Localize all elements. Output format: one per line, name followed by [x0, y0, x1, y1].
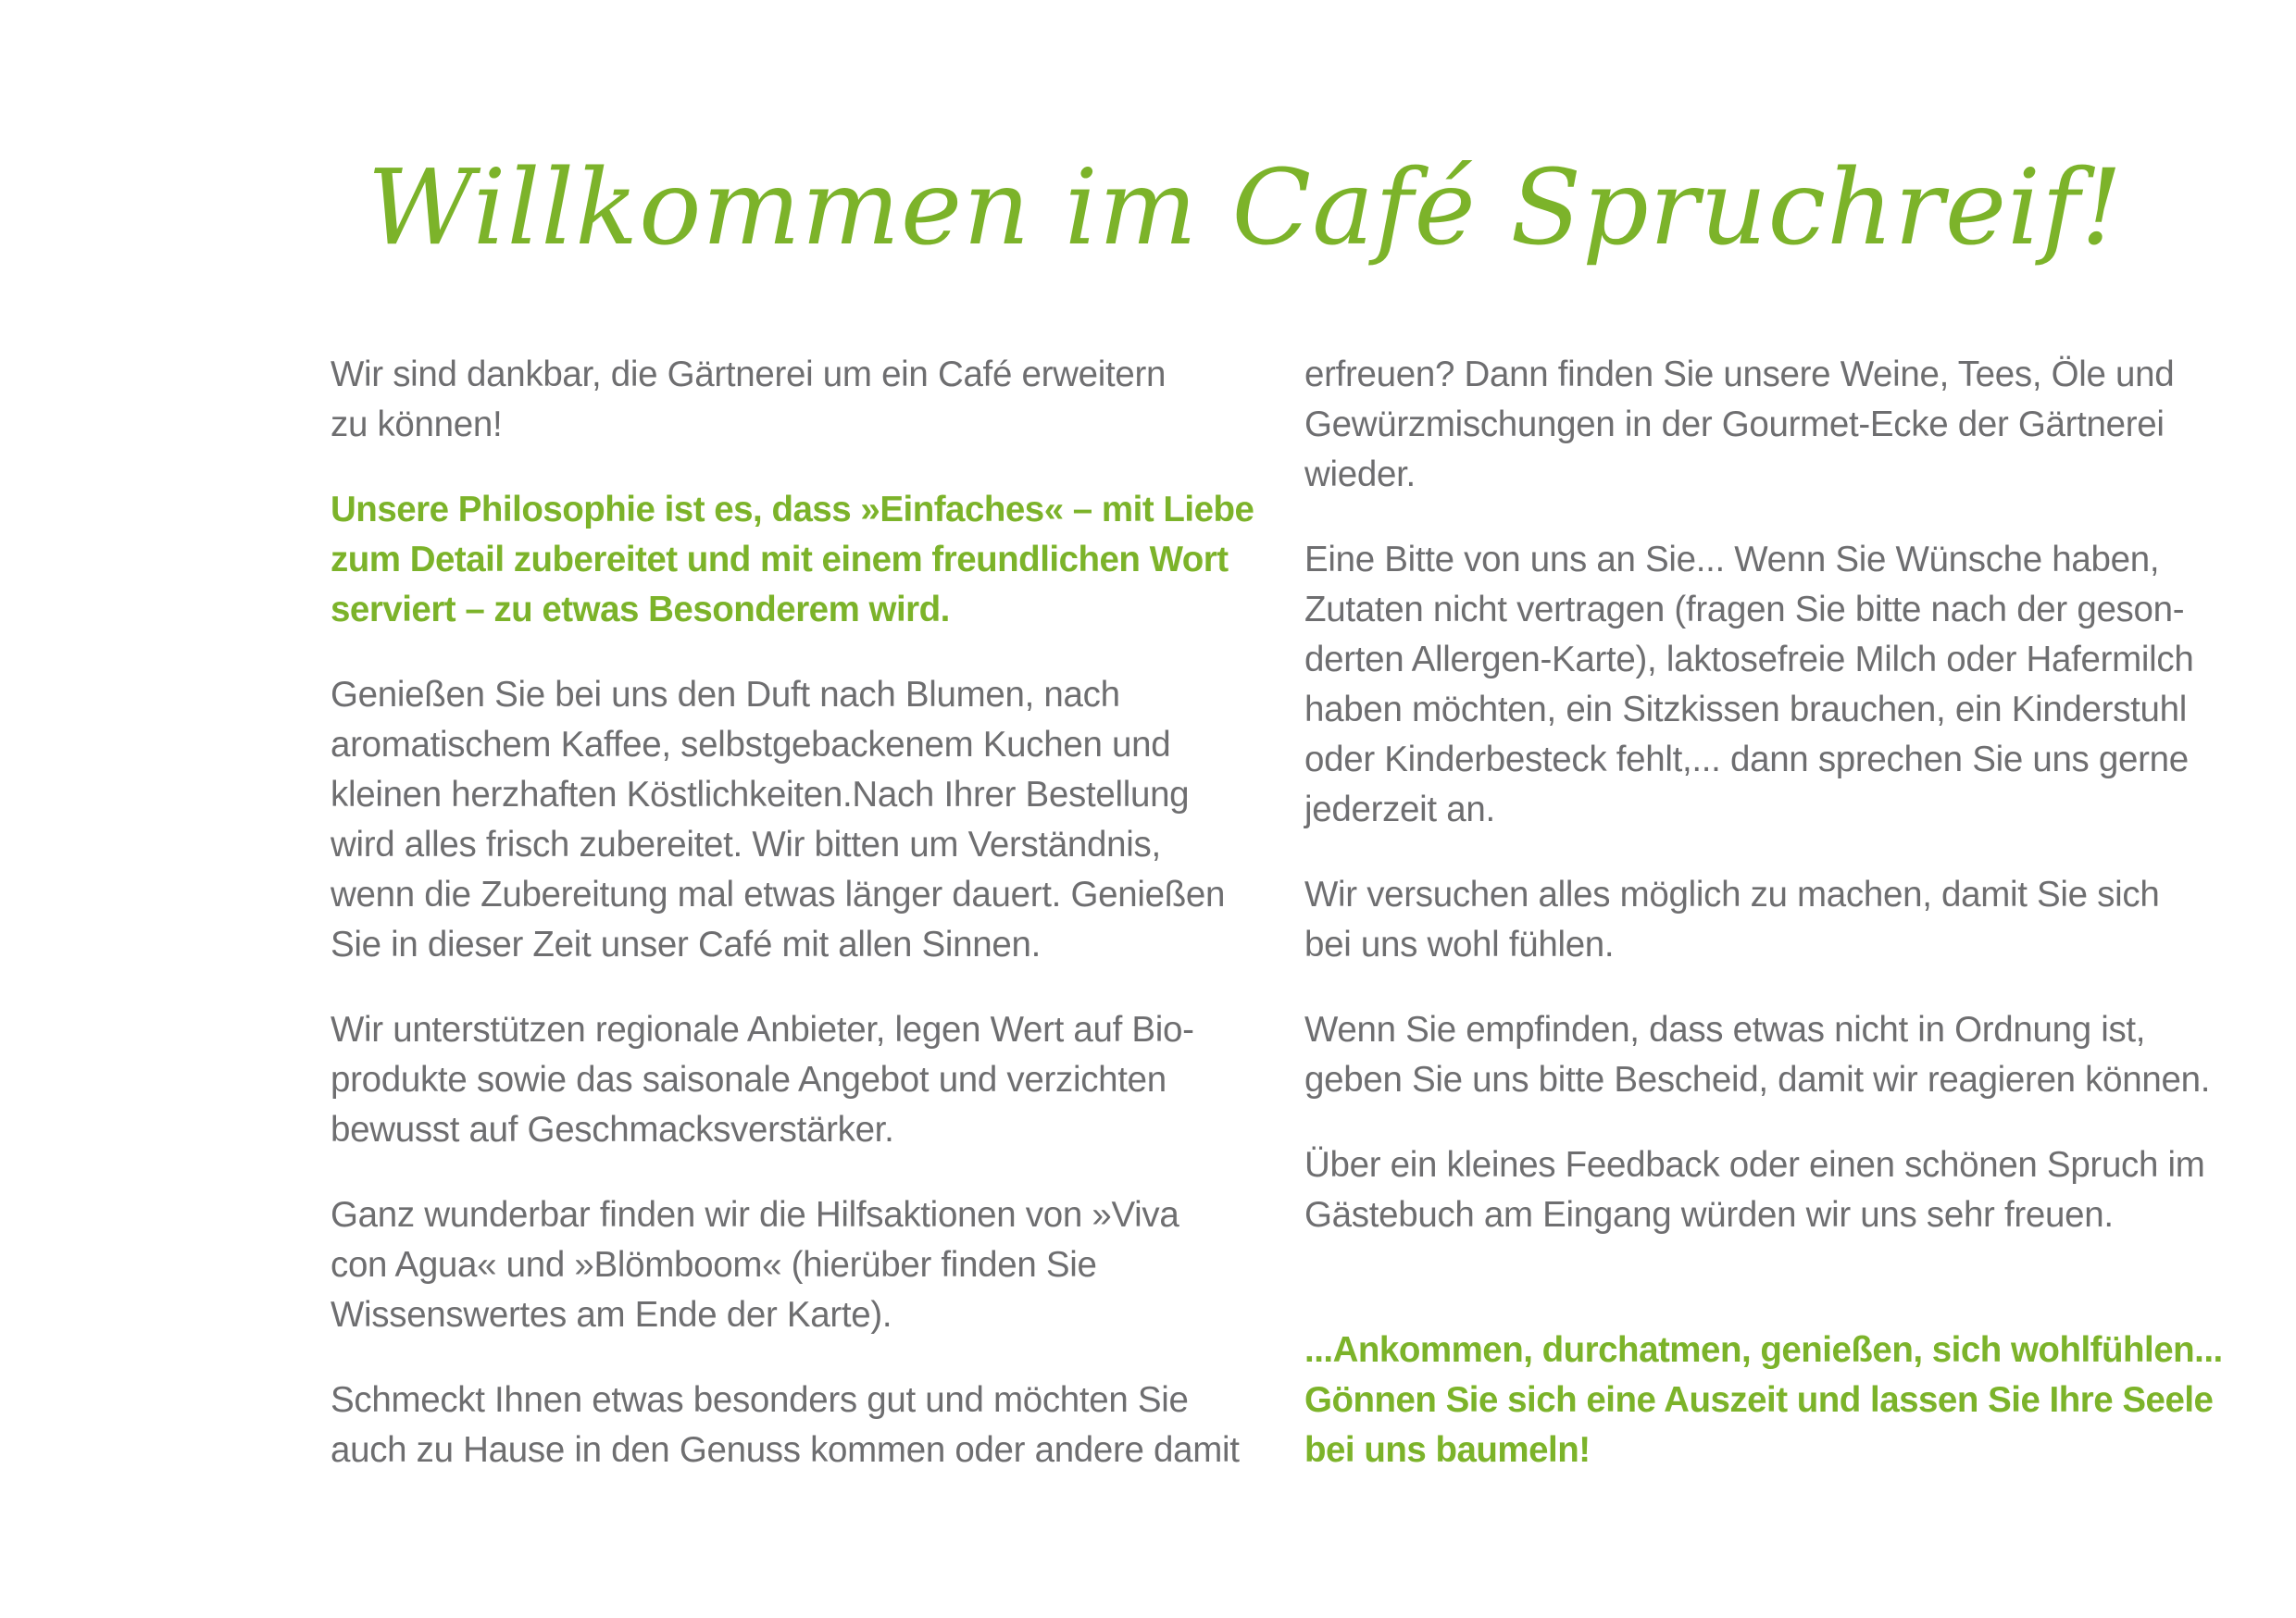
paragraph-line: Wir sind dankbar, die Gärtnerei um ein Café erweitern	[331, 355, 1167, 394]
paragraph-line: aromatischem Kaffee, selbstgebackenem Kuchen und	[331, 725, 1171, 765]
paragraph-line: oder Kinderbesteck fehlt,... dann sprechen Sie uns gerne	[1304, 740, 2189, 779]
paragraph	[1304, 1140, 2240, 1240]
paragraph-line: Gästebuch am Eingang würden wir uns sehr freuen.	[1304, 1195, 2114, 1235]
paragraph-line: Wir versuchen alles möglich zu machen, damit Sie sich	[1304, 875, 2160, 915]
paragraph-line: derten Allergen-Karte), laktosefreie Milch oder Hafermilch	[1304, 640, 2194, 679]
paragraph-line: auch zu Hause in den Genuss kommen oder andere damit	[331, 1430, 1240, 1470]
paragraph	[331, 1190, 1238, 1340]
paragraph-line: erfreuen? Dann finden Sie unsere Weine, Tees, Öle und	[1304, 355, 2175, 394]
paragraph-line: Wenn Sie empfinden, dass etwas nicht in Ordnung ist,	[1304, 1010, 2146, 1050]
paragraph-line: Genießen Sie bei uns den Duft nach Blumen, nach	[331, 675, 1120, 715]
highlight-paragraph	[331, 485, 1254, 635]
paragraph-line: zum Detail zubereitet und mit einem freundlichen Wort	[331, 540, 1229, 579]
paragraph-line: bei uns wohl fühlen.	[1304, 925, 1615, 965]
paragraph-line: wird alles frisch zubereitet. Wir bitten um Verständnis,	[331, 825, 1161, 865]
paragraph-line: wieder.	[1304, 454, 1416, 494]
paragraph-line: Wir unterstützen regionale Anbieter, legen Wert auf Bio-	[331, 1010, 1194, 1050]
paragraph-line: Eine Bitte von uns an Sie... Wenn Sie Wünsche haben,	[1304, 540, 2160, 579]
paragraph-line: haben möchten, ein Sitzkissen brauchen, ein Kinderstuhl	[1304, 690, 2188, 729]
paragraph-line: bewusst auf Geschmacksverstärker.	[331, 1110, 894, 1150]
paragraph	[1304, 870, 2240, 970]
paragraph	[331, 1375, 1238, 1475]
paragraph-line: kleinen herzhaften Köstlichkeiten.Nach Ihrer Bestellung	[331, 775, 1190, 815]
paragraph-line: Ganz wunderbar finden wir die Hilfsaktionen von »Viva	[331, 1195, 1179, 1235]
paragraph-line: ...Ankommen, durchatmen, genießen, sich wohlfühlen...	[1304, 1330, 2223, 1370]
right-column	[1304, 350, 2240, 1511]
paragraph-line: Gönnen Sie sich eine Auszeit und lassen Sie Ihre Seele	[1304, 1380, 2214, 1420]
highlight-paragraph	[1304, 1326, 2240, 1475]
paragraph-line: con Agua« und »Blömboom« (hierüber finden Sie	[331, 1245, 1097, 1285]
page-title: Willkommen im Café Spruchreif!	[367, 148, 2124, 268]
paragraph	[1304, 1005, 2240, 1105]
paragraph-line: serviert – zu etwas Besonderem wird.	[331, 590, 950, 629]
paragraph-line: zu können!	[331, 404, 503, 444]
paragraph-line: geben Sie uns bitte Bescheid, damit wir reagieren können.	[1304, 1060, 2211, 1100]
paragraph-line: Unsere Philosophie ist es, dass »Einfaches« – mit Liebe	[331, 490, 1254, 529]
paragraph-line: Schmeckt Ihnen etwas besonders gut und möchten Sie	[331, 1380, 1189, 1420]
paragraph-line: produkte sowie das saisonale Angebot und verzichten	[331, 1060, 1167, 1100]
left-column	[331, 350, 1254, 1511]
paragraph-line: Zutaten nicht vertragen (fragen Sie bitte nach der geson-	[1304, 590, 2185, 629]
paragraph-spacer	[1304, 1276, 2240, 1326]
paragraph	[331, 350, 1238, 450]
paragraph-line: Wissenswertes am Ende der Karte).	[331, 1295, 892, 1335]
paragraph	[1304, 350, 2240, 500]
paragraph-line: jederzeit an.	[1304, 790, 1495, 829]
paragraph-line: Über ein kleines Feedback oder einen schönen Spruch im	[1304, 1145, 2205, 1185]
paragraph	[1304, 535, 2240, 835]
paragraph-line: bei uns baumeln!	[1304, 1430, 1591, 1470]
paragraph-line: wenn die Zubereitung mal etwas länger dauert. Genießen	[331, 875, 1226, 915]
paragraph-line: Sie in dieser Zeit unser Café mit allen Sinnen.	[331, 925, 1041, 965]
paragraph-line: Gewürzmischungen in der Gourmet-Ecke der Gärtnerei	[1304, 404, 2165, 444]
paragraph	[331, 670, 1238, 970]
paragraph	[331, 1005, 1238, 1155]
